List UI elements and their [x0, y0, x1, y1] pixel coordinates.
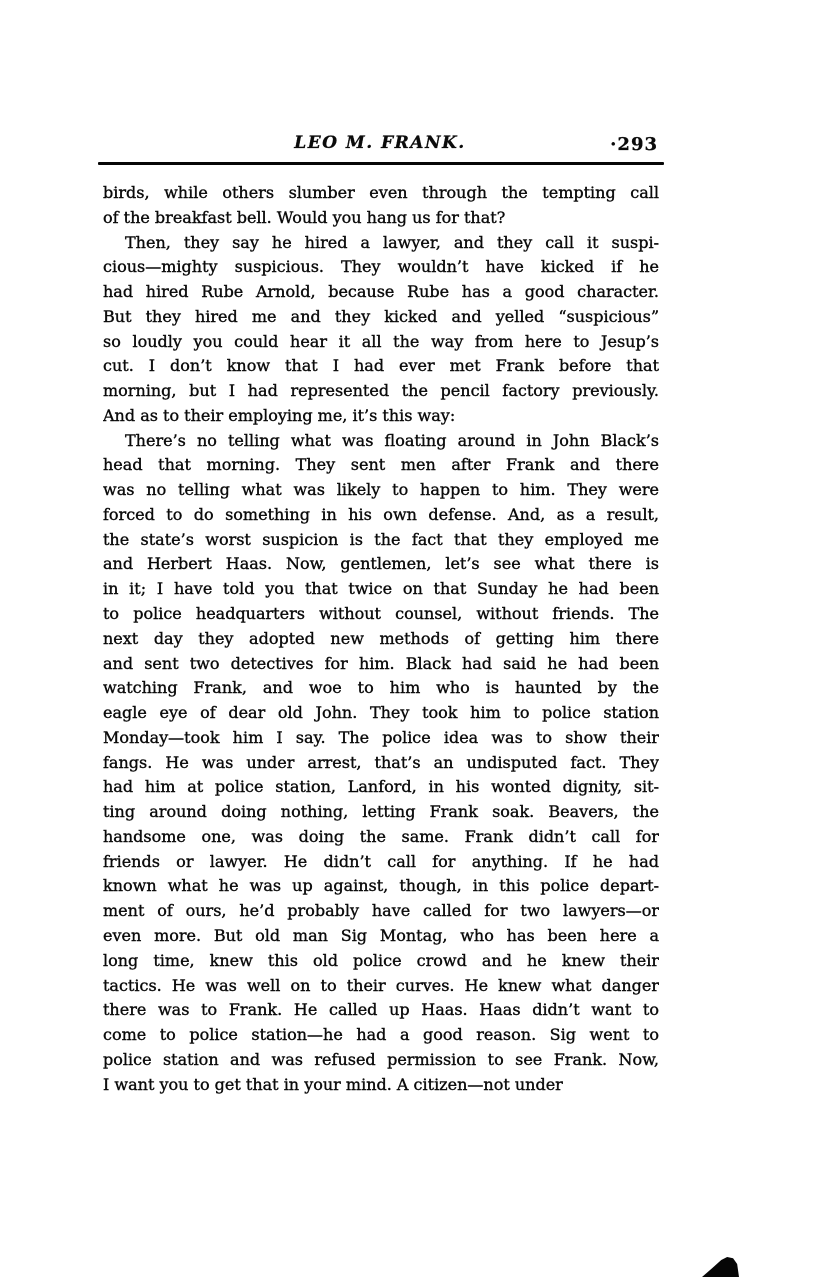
text-line: ting around doing nothing, letting Frank soak. Beavers, the	[103, 802, 659, 822]
text-line: Monday—took him I say. The police idea was to show their	[103, 727, 659, 747]
text-line: forced to do something in his own defense. And, as a result,	[103, 504, 659, 524]
page-number: ·293	[610, 134, 658, 155]
text-line: cut. I don’t know that I had ever met Frank before that	[103, 356, 659, 376]
running-header	[100, 133, 660, 157]
text-line: head that morning. They sent men after Frank and there	[103, 455, 659, 475]
text-line: And as to their employing me, it’s this way:	[103, 405, 456, 425]
text-line: Then, they say he hired a lawyer, and they call it suspi-	[125, 232, 659, 252]
text-line: and sent two detectives for him. Black had said he had been	[103, 653, 659, 673]
text-line: birds, while others slumber even through the tempting call	[103, 183, 659, 202]
text-line: known what he was up against, though, in this police depart-	[103, 876, 659, 896]
text-line: in it; I have told you that twice on that Sunday he had been	[103, 579, 659, 599]
text-line: even more. But old man Sig Montag, who has been here a	[103, 925, 659, 945]
text-line: ment of ours, he’d probably have called for two lawyers—or	[103, 901, 659, 921]
text-line: friends or lawyer. He didn’t call for anything. If he had	[103, 851, 659, 871]
text-line: so loudly you could hear it all the way from here to Jesup’s	[103, 331, 659, 351]
text-line: there was to Frank. He called up Haas. Haas didn’t want to	[103, 1000, 659, 1020]
paragraph	[103, 231, 659, 429]
text-line: and Herbert Haas. Now, gentlemen, let’s see what there is	[103, 554, 659, 574]
text-line: fangs. He was under arrest, that’s an undisputed fact. They	[103, 752, 659, 772]
text-line: tactics. He was well on to their curves. He knew what danger	[103, 975, 659, 995]
text-line: had hired Rube Arnold, because Rube has a good character.	[103, 282, 659, 302]
text-line: cious—mighty suspicious. They wouldn’t have kicked if he	[103, 257, 659, 277]
body-text	[103, 181, 659, 1097]
text-line: was no telling what was likely to happen to him. They were	[103, 480, 659, 500]
text-line: come to police station—he had a good reason. Sig went to	[103, 1025, 659, 1045]
text-line: watching Frank, and woe to him who is haunted by the	[103, 678, 659, 698]
text-line: long time, knew this old police crowd and he knew their	[103, 950, 659, 970]
text-line: of the breakfast bell. Would you hang us for that?	[103, 207, 506, 227]
text-line: had him at police station, Lanford, in his wonted dignity, sit-	[103, 777, 659, 797]
text-line: morning, but I had represented the pencil factory previously.	[103, 381, 659, 401]
ink-smudge-artifact	[702, 1257, 739, 1277]
text-line: police station and was refused permission to see Frank. Now,	[103, 1049, 659, 1069]
text-line: eagle eye of dear old John. They took him to police station	[103, 703, 659, 723]
text-line: There’s no telling what was floating around in John Black’s	[125, 430, 659, 450]
paragraph	[103, 181, 659, 231]
paragraph	[103, 429, 659, 1098]
header-rule	[98, 162, 664, 165]
page-title: LEO M. FRANK.	[294, 133, 466, 153]
text-line: to police headquarters without counsel, without friends. The	[103, 604, 659, 624]
text-line: next day they adopted new methods of getting him there	[103, 628, 659, 648]
text-line: But they hired me and they kicked and yelled “suspicious”	[103, 306, 659, 326]
text-line: the state’s worst suspicion is the fact that they employed me	[103, 529, 659, 549]
text-line: handsome one, was doing the same. Frank didn’t call for	[103, 826, 659, 846]
text-line: I want you to get that in your mind. A citizen—not under	[103, 1074, 563, 1094]
